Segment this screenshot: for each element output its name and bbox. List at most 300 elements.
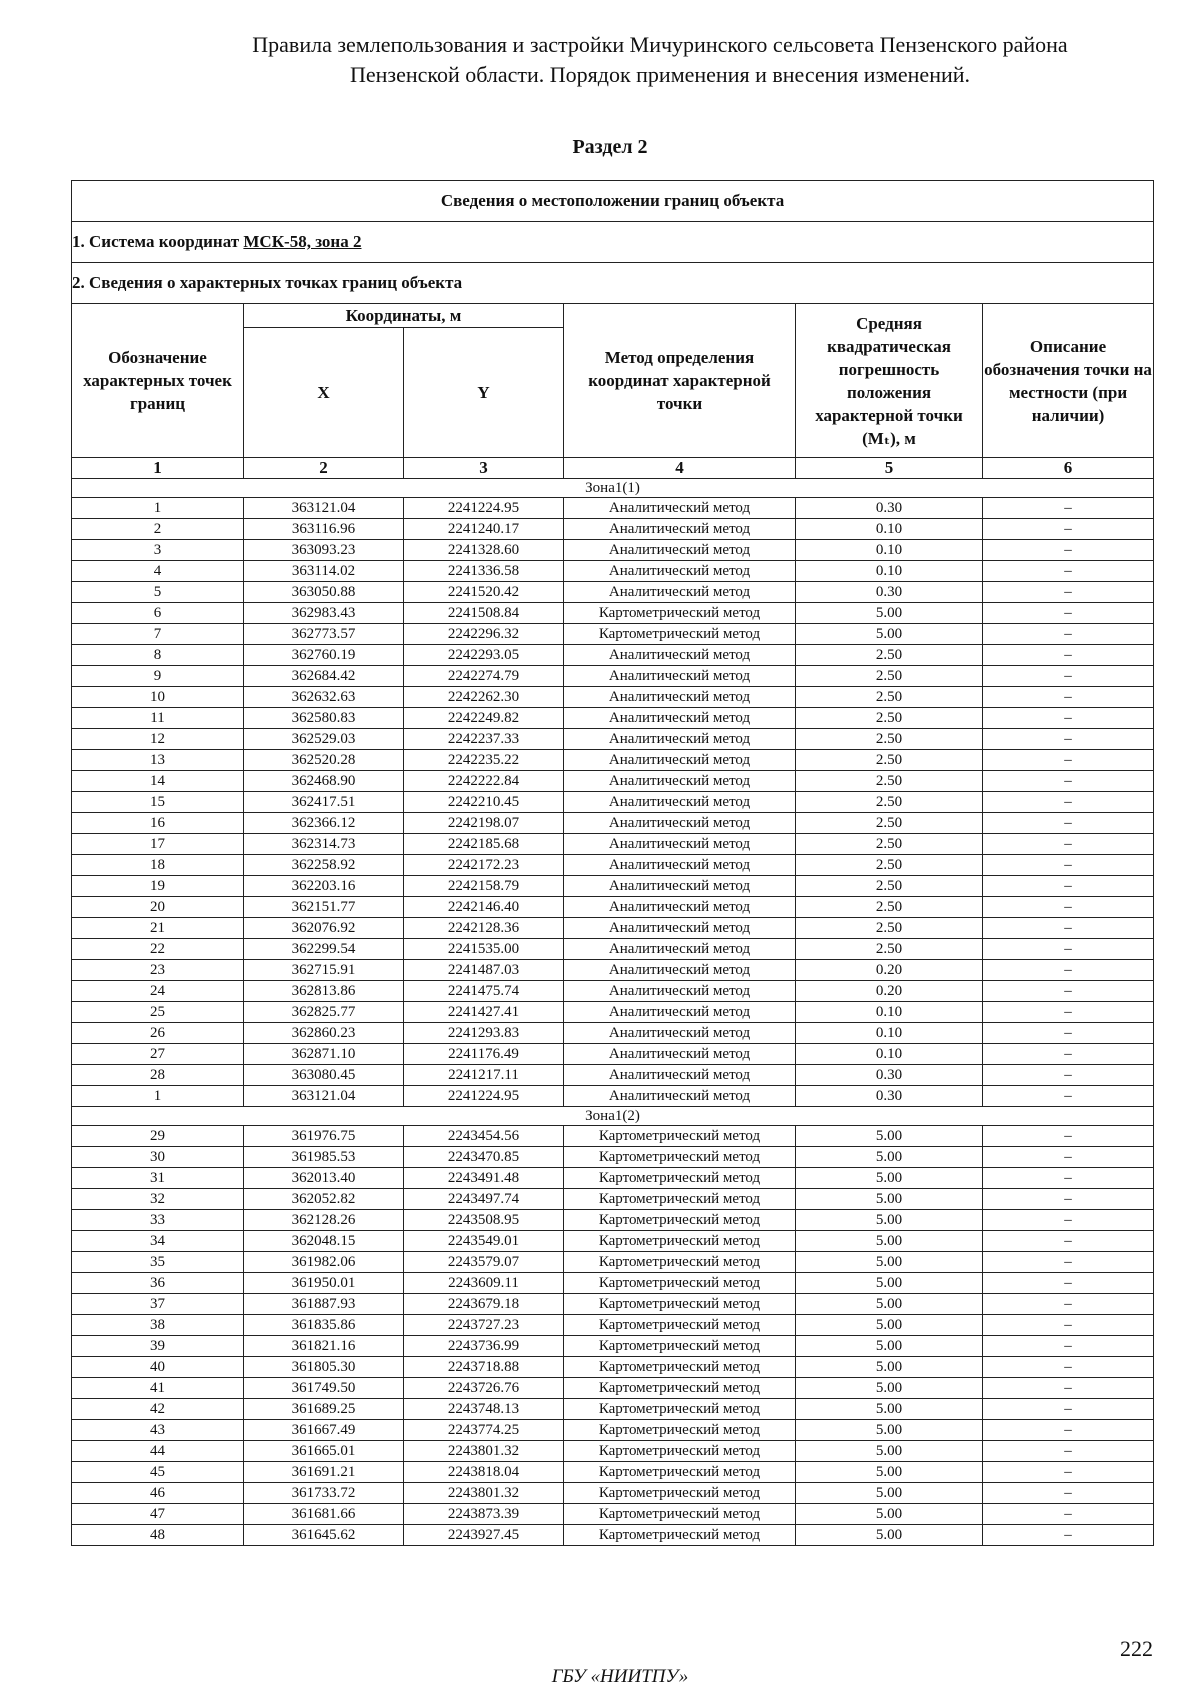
coord-y: 2241224.95 [404,1086,564,1107]
error: 2.50 [796,666,983,687]
point-id: 29 [72,1126,244,1147]
coord-y: 2242249.82 [404,708,564,729]
point-id: 30 [72,1147,244,1168]
method: Аналитический метод [564,729,796,750]
description: – [983,1126,1154,1147]
description: – [983,624,1154,645]
method: Картометрический метод [564,1378,796,1399]
table-row [72,519,1154,540]
error: 0.10 [796,1002,983,1023]
error: 5.00 [796,1294,983,1315]
error: 5.00 [796,1378,983,1399]
description: – [983,1086,1154,1107]
error: 2.50 [796,771,983,792]
method: Аналитический метод [564,834,796,855]
coordinate-system-prefix: 1. Система координат [72,232,244,251]
coord-x: 363114.02 [244,561,404,582]
page-number: 222 [1120,1636,1153,1661]
error: 0.10 [796,540,983,561]
error: 2.50 [796,876,983,897]
table-row [72,1504,1154,1525]
point-id: 27 [72,1044,244,1065]
point-id: 2 [72,519,244,540]
description: – [983,645,1154,666]
description: – [983,1210,1154,1231]
error: 0.10 [796,1023,983,1044]
coord-y: 2242146.40 [404,897,564,918]
table-row [72,834,1154,855]
point-id: 20 [72,897,244,918]
method: Аналитический метод [564,540,796,561]
coord-x: 361976.75 [244,1126,404,1147]
error: 5.00 [796,1147,983,1168]
coord-y: 2241176.49 [404,1044,564,1065]
table-row [72,498,1154,519]
coord-y: 2243579.07 [404,1252,564,1273]
error: 5.00 [796,1336,983,1357]
header-description: Описание обозначения точки на местности (при наличии) [983,304,1154,458]
error: 5.00 [796,1504,983,1525]
description: – [983,1002,1154,1023]
table-row [72,813,1154,834]
coord-y: 2243718.88 [404,1357,564,1378]
coord-y: 2242172.23 [404,855,564,876]
table-row [72,1294,1154,1315]
error: 5.00 [796,624,983,645]
coord-x: 361691.21 [244,1462,404,1483]
header-error: Средняя квадратическая погрешность положения характерной точки (Mₜ), м [796,304,983,458]
column-numbers-row [72,458,1154,479]
description: – [983,855,1154,876]
table-row [72,729,1154,750]
coord-y: 2241535.00 [404,939,564,960]
coord-x: 362580.83 [244,708,404,729]
table-row [72,1252,1154,1273]
description: – [983,897,1154,918]
coord-x: 363093.23 [244,540,404,561]
coord-x: 361665.01 [244,1441,404,1462]
description: – [983,939,1154,960]
method: Аналитический метод [564,498,796,519]
coord-x: 362520.28 [244,750,404,771]
coord-x: 363050.88 [244,582,404,603]
coord-x: 361749.50 [244,1378,404,1399]
point-id: 44 [72,1441,244,1462]
coord-x: 361985.53 [244,1147,404,1168]
table-row [72,855,1154,876]
error: 2.50 [796,918,983,939]
table-caption: Сведения о местоположении границ объекта [72,181,1154,222]
coord-x: 362632.63 [244,687,404,708]
coord-y: 2242296.32 [404,624,564,645]
coord-y: 2243491.48 [404,1168,564,1189]
header-line-1: Правила землепользования и застройки Мичуринского сельсовета Пензенского района [252,32,1068,57]
method: Картометрический метод [564,1210,796,1231]
error: 0.30 [796,582,983,603]
point-id: 19 [72,876,244,897]
coord-y: 2242262.30 [404,687,564,708]
description: – [983,1483,1154,1504]
method: Аналитический метод [564,645,796,666]
point-id: 37 [72,1294,244,1315]
coord-x: 361645.62 [244,1525,404,1546]
description: – [983,1189,1154,1210]
method: Картометрический метод [564,1315,796,1336]
method: Аналитический метод [564,666,796,687]
point-id: 22 [72,939,244,960]
method: Картометрический метод [564,1357,796,1378]
table-row [72,939,1154,960]
table-row [72,1315,1154,1336]
method: Картометрический метод [564,1483,796,1504]
table-row [72,1357,1154,1378]
coord-y: 2242222.84 [404,771,564,792]
description: – [983,561,1154,582]
header-method: Метод определения координат характерной точки [564,304,796,458]
document-header [160,30,1160,90]
table-row [72,624,1154,645]
description: – [983,1378,1154,1399]
error: 0.10 [796,561,983,582]
zone-row [72,1107,1154,1126]
table-row [72,1147,1154,1168]
coord-y: 2242274.79 [404,666,564,687]
column-number: 4 [564,458,796,479]
error: 5.00 [796,1441,983,1462]
table-row [72,666,1154,687]
error: 2.50 [796,708,983,729]
table-row [72,1065,1154,1086]
point-id: 45 [72,1462,244,1483]
coord-y: 2242237.33 [404,729,564,750]
method: Картометрический метод [564,1147,796,1168]
description: – [983,540,1154,561]
table-row [72,1420,1154,1441]
method: Картометрический метод [564,1294,796,1315]
coord-y: 2241240.17 [404,519,564,540]
coord-x: 362715.91 [244,960,404,981]
table-row [72,708,1154,729]
error: 5.00 [796,1315,983,1336]
point-id: 24 [72,981,244,1002]
coord-x: 362128.26 [244,1210,404,1231]
point-id: 26 [72,1023,244,1044]
coord-x: 362052.82 [244,1189,404,1210]
method: Картометрический метод [564,1189,796,1210]
coord-x: 362871.10 [244,1044,404,1065]
description: – [983,1399,1154,1420]
coord-x: 361667.49 [244,1420,404,1441]
coord-x: 362529.03 [244,729,404,750]
method: Аналитический метод [564,708,796,729]
error: 0.30 [796,498,983,519]
description: – [983,498,1154,519]
table-row [72,1126,1154,1147]
method: Аналитический метод [564,981,796,1002]
method: Картометрический метод [564,1273,796,1294]
coord-x: 362048.15 [244,1231,404,1252]
coord-y: 2242293.05 [404,645,564,666]
table-row [72,1483,1154,1504]
coord-x: 361950.01 [244,1273,404,1294]
point-id: 5 [72,582,244,603]
table-row [72,750,1154,771]
table-row [72,1273,1154,1294]
point-id: 35 [72,1252,244,1273]
description: – [983,834,1154,855]
description: – [983,1357,1154,1378]
table-row [72,561,1154,582]
method: Картометрический метод [564,1126,796,1147]
coord-x: 362773.57 [244,624,404,645]
table-row [72,1002,1154,1023]
point-id: 4 [72,561,244,582]
table-row [72,960,1154,981]
coord-x: 363080.45 [244,1065,404,1086]
error: 5.00 [796,1462,983,1483]
table-row [72,1189,1154,1210]
method: Аналитический метод [564,1065,796,1086]
coord-y: 2242235.22 [404,750,564,771]
coord-x: 361681.66 [244,1504,404,1525]
table-row [72,645,1154,666]
coord-x: 361805.30 [244,1357,404,1378]
coord-y: 2243679.18 [404,1294,564,1315]
coord-y: 2242158.79 [404,876,564,897]
table-row [72,876,1154,897]
error: 5.00 [796,1525,983,1546]
point-id: 43 [72,1420,244,1441]
coord-x: 362417.51 [244,792,404,813]
point-id: 18 [72,855,244,876]
table-row [72,1462,1154,1483]
coord-y: 2243801.32 [404,1483,564,1504]
coord-y: 2241427.41 [404,1002,564,1023]
coord-y: 2242198.07 [404,813,564,834]
coord-x: 362299.54 [244,939,404,960]
coord-y: 2242128.36 [404,918,564,939]
error: 0.30 [796,1065,983,1086]
table-row [72,1210,1154,1231]
error: 2.50 [796,834,983,855]
coord-x: 362013.40 [244,1168,404,1189]
coord-y: 2241217.11 [404,1065,564,1086]
description: – [983,1525,1154,1546]
method: Картометрический метод [564,603,796,624]
coord-y: 2241336.58 [404,561,564,582]
coord-y: 2243470.85 [404,1147,564,1168]
header-y: Y [404,328,564,458]
point-id: 6 [72,603,244,624]
error: 2.50 [796,729,983,750]
error: 2.50 [796,897,983,918]
error: 5.00 [796,1126,983,1147]
table-row [72,687,1154,708]
coord-y: 2243726.76 [404,1378,564,1399]
description: – [983,1420,1154,1441]
coord-y: 2242185.68 [404,834,564,855]
table-row [72,1086,1154,1107]
method: Аналитический метод [564,939,796,960]
footer-organization: ГБУ «НИИТПУ» [551,1666,689,1687]
error: 2.50 [796,939,983,960]
method: Картометрический метод [564,1168,796,1189]
method: Аналитический метод [564,750,796,771]
point-id: 40 [72,1357,244,1378]
error: 5.00 [796,603,983,624]
point-id: 1 [72,498,244,519]
method: Аналитический метод [564,1086,796,1107]
table-row [72,1441,1154,1462]
coord-y: 2241293.83 [404,1023,564,1044]
description: – [983,1252,1154,1273]
point-id: 46 [72,1483,244,1504]
boundary-points-table [71,180,1154,1546]
error: 2.50 [796,687,983,708]
point-id: 42 [72,1399,244,1420]
error: 5.00 [796,1483,983,1504]
description: – [983,666,1154,687]
table-row [72,603,1154,624]
point-id: 23 [72,960,244,981]
method: Картометрический метод [564,1231,796,1252]
coord-x: 362076.92 [244,918,404,939]
coord-y: 2241520.42 [404,582,564,603]
zone-title: Зона1(1) [72,479,1154,498]
point-id: 7 [72,624,244,645]
coord-x: 362366.12 [244,813,404,834]
error: 0.20 [796,960,983,981]
coord-y: 2243801.32 [404,1441,564,1462]
method: Аналитический метод [564,561,796,582]
coord-y: 2241508.84 [404,603,564,624]
point-id: 32 [72,1189,244,1210]
coord-y: 2243497.74 [404,1189,564,1210]
method: Аналитический метод [564,519,796,540]
coordinate-system-value: МСК-58, зона 2 [243,232,362,251]
error: 5.00 [796,1210,983,1231]
description: – [983,1462,1154,1483]
error: 5.00 [796,1273,983,1294]
description: – [983,876,1154,897]
method: Картометрический метод [564,1462,796,1483]
column-number: 1 [72,458,244,479]
coord-y: 2243454.56 [404,1126,564,1147]
point-id: 48 [72,1525,244,1546]
description: – [983,519,1154,540]
description: – [983,981,1154,1002]
coord-x: 363121.04 [244,1086,404,1107]
description: – [983,1065,1154,1086]
error: 5.00 [796,1168,983,1189]
coord-x: 361733.72 [244,1483,404,1504]
point-id: 13 [72,750,244,771]
coord-x: 362983.43 [244,603,404,624]
point-id: 38 [72,1315,244,1336]
point-id: 12 [72,729,244,750]
coord-y: 2242210.45 [404,792,564,813]
method: Картометрический метод [564,1399,796,1420]
table-row [72,792,1154,813]
error: 2.50 [796,813,983,834]
description: – [983,1504,1154,1525]
description: – [983,960,1154,981]
error: 0.30 [796,1086,983,1107]
coord-y: 2243774.25 [404,1420,564,1441]
coord-x: 362151.77 [244,897,404,918]
method: Картометрический метод [564,1525,796,1546]
coord-y: 2241475.74 [404,981,564,1002]
point-id: 8 [72,645,244,666]
method: Картометрический метод [564,1336,796,1357]
description: – [983,1044,1154,1065]
error: 0.10 [796,519,983,540]
description: – [983,750,1154,771]
header-designation: Обозначение характерных точек границ [72,304,244,458]
error: 0.10 [796,1044,983,1065]
column-number: 6 [983,458,1154,479]
point-id: 31 [72,1168,244,1189]
point-id: 17 [72,834,244,855]
point-id: 10 [72,687,244,708]
error: 2.50 [796,645,983,666]
description: – [983,1168,1154,1189]
method: Аналитический метод [564,1023,796,1044]
point-id: 34 [72,1231,244,1252]
description: – [983,603,1154,624]
point-id: 21 [72,918,244,939]
error: 5.00 [796,1420,983,1441]
method: Аналитический метод [564,687,796,708]
method: Аналитический метод [564,897,796,918]
zone-title: Зона1(2) [72,1107,1154,1126]
table-row [72,1336,1154,1357]
point-id: 47 [72,1504,244,1525]
table-row [72,1378,1154,1399]
point-id: 39 [72,1336,244,1357]
column-number: 2 [244,458,404,479]
description: – [983,792,1154,813]
coord-y: 2241328.60 [404,540,564,561]
method: Аналитический метод [564,771,796,792]
description: – [983,1023,1154,1044]
coord-y: 2243736.99 [404,1336,564,1357]
method: Картометрический метод [564,1420,796,1441]
method: Картометрический метод [564,1252,796,1273]
table-row [72,1023,1154,1044]
coord-x: 362825.77 [244,1002,404,1023]
description: – [983,1147,1154,1168]
header-x: X [244,328,404,458]
coord-x: 362813.86 [244,981,404,1002]
header-coordinates: Координаты, м [244,304,564,328]
coord-y: 2243818.04 [404,1462,564,1483]
method: Картометрический метод [564,624,796,645]
point-id: 3 [72,540,244,561]
method: Аналитический метод [564,876,796,897]
description: – [983,708,1154,729]
coord-x: 361982.06 [244,1252,404,1273]
coord-y: 2243508.95 [404,1210,564,1231]
coord-y: 2243873.39 [404,1504,564,1525]
coord-x: 362860.23 [244,1023,404,1044]
method: Аналитический метод [564,1044,796,1065]
description: – [983,1294,1154,1315]
point-id: 36 [72,1273,244,1294]
point-id: 14 [72,771,244,792]
coord-y: 2241487.03 [404,960,564,981]
coord-x: 361821.16 [244,1336,404,1357]
